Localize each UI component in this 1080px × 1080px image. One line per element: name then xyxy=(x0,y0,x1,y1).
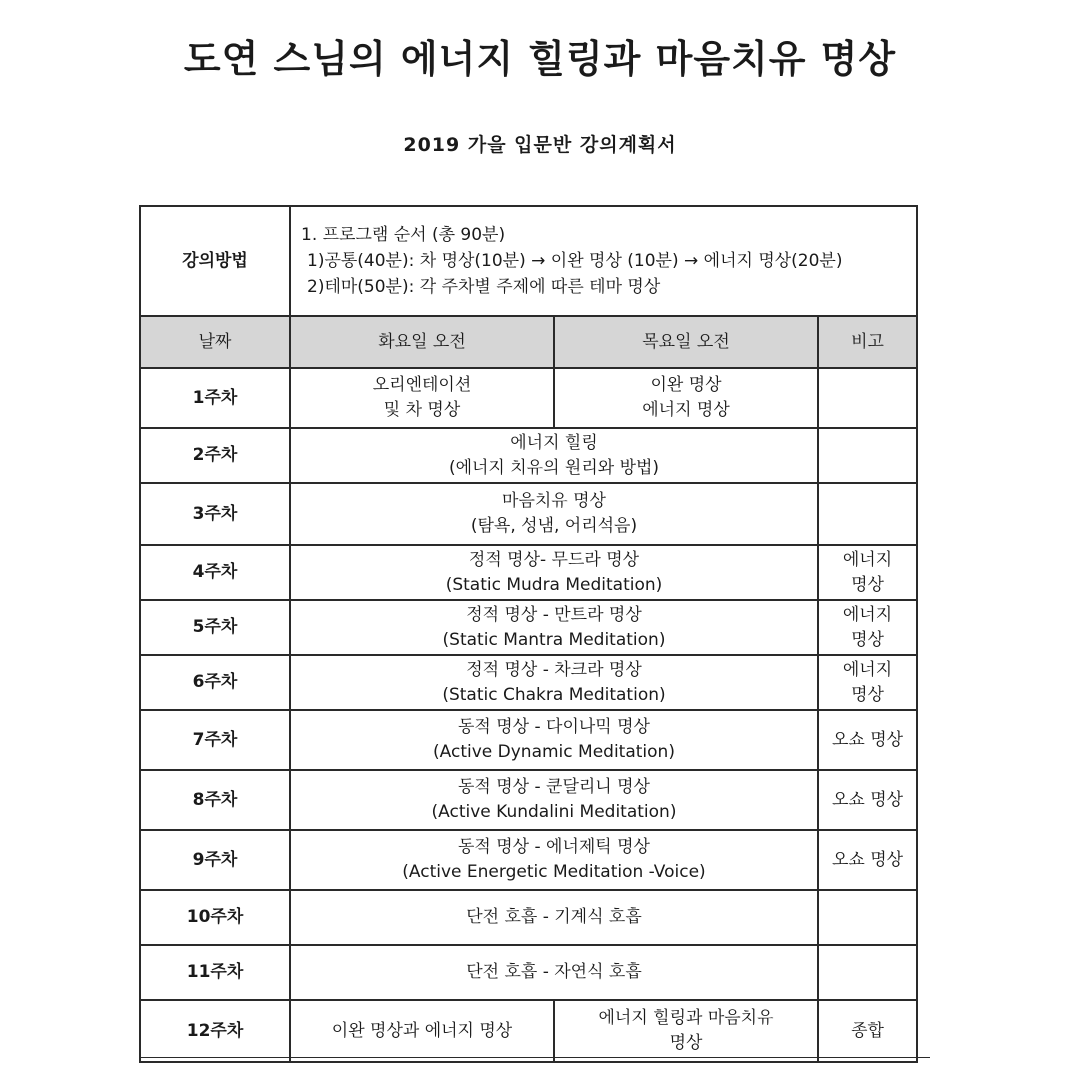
table-row xyxy=(140,1000,917,1062)
thursday-cell-line: 이완 명상 xyxy=(650,375,722,395)
note-cell xyxy=(818,945,917,1000)
note-cell-line: 에너지 xyxy=(842,604,893,625)
week-label: 8주차 xyxy=(140,770,290,830)
topic-cell-line: (탐욕, 성냄, 어리석음) xyxy=(470,516,638,536)
topic-cell-line: 동적 명상 - 에너제틱 명상 xyxy=(458,837,650,857)
week-label: 5주차 xyxy=(140,600,290,655)
topic-cell-line: (Static Mudra Meditation) xyxy=(445,574,663,595)
method-row xyxy=(140,206,917,316)
topic-cell-line: 정적 명상 - 차크라 명상 xyxy=(466,659,642,680)
topic-cell-line: (에너지 치유의 원리와 방법) xyxy=(448,457,660,478)
week-label: 11주차 xyxy=(140,945,290,1000)
note-cell-line: 명상 xyxy=(851,629,884,650)
tuesday-cell-line: 및 차 명상 xyxy=(383,400,461,420)
schedule-table xyxy=(139,205,918,1063)
method-label: 강의방법 xyxy=(140,206,290,316)
header-tuesday: 화요일 오전 xyxy=(290,316,554,368)
topic-cell xyxy=(290,428,818,483)
bottom-rule xyxy=(139,1057,930,1058)
header-date: 날짜 xyxy=(140,316,290,368)
table-row xyxy=(140,890,917,945)
note-cell-line: 오쇼 명상 xyxy=(831,849,904,870)
thursday-cell-line: 명상 xyxy=(669,1033,703,1053)
thursday-cell xyxy=(554,368,818,428)
week-label: 10주차 xyxy=(140,890,290,945)
thursday-cell xyxy=(554,1000,818,1062)
topic-cell-line: (Active Dynamic Meditation) xyxy=(433,742,675,762)
note-cell xyxy=(818,710,917,770)
table-row xyxy=(140,770,917,830)
topic-cell-line: 정적 명상- 무드라 명상 xyxy=(468,549,640,570)
topic-cell-line: 동적 명상 - 다이나믹 명상 xyxy=(458,717,650,737)
note-cell-line: 에너지 xyxy=(842,659,893,680)
note-cell-line: 오쇼 명상 xyxy=(831,729,904,750)
topic-cell-line: 정적 명상 - 만트라 명상 xyxy=(466,604,642,625)
table-row xyxy=(140,545,917,600)
week-label: 12주차 xyxy=(140,1000,290,1062)
method-line-1: 1. 프로그램 순서 (총 90분) xyxy=(301,225,506,245)
topic-cell-line: 마음치유 명상 xyxy=(502,491,606,511)
note-cell xyxy=(818,600,917,655)
topic-cell xyxy=(290,545,818,600)
topic-cell-line: (Active Kundalini Meditation) xyxy=(431,802,677,822)
topic-cell xyxy=(290,655,818,710)
topic-cell-line: (Active Energetic Meditation -Voice) xyxy=(402,862,706,882)
tuesday-cell xyxy=(290,368,554,428)
note-cell-line: 명상 xyxy=(851,684,884,705)
header-row xyxy=(140,316,917,368)
note-cell xyxy=(818,483,917,545)
week-label: 2주차 xyxy=(140,428,290,483)
note-cell-line: 오쇼 명상 xyxy=(831,789,904,810)
note-cell-line: 에너지 xyxy=(842,549,893,570)
topic-cell xyxy=(290,890,818,945)
tuesday-cell-line: 이완 명상과 에너지 명상 xyxy=(331,1020,513,1041)
table-row xyxy=(140,945,917,1000)
note-cell xyxy=(818,655,917,710)
table-row xyxy=(140,600,917,655)
note-cell xyxy=(818,368,917,428)
topic-cell xyxy=(290,945,818,1000)
topic-cell-line: 동적 명상 - 쿤달리니 명상 xyxy=(458,777,650,797)
note-cell-line: 종합 xyxy=(851,1020,884,1041)
document-subtitle: 2019 가을 입문반 강의계획서 xyxy=(403,134,677,156)
tuesday-cell xyxy=(290,1000,554,1062)
table-row xyxy=(140,710,917,770)
topic-cell-line: 단전 호흡 - 자연식 호흡 xyxy=(466,962,642,982)
note-cell xyxy=(818,890,917,945)
topic-cell xyxy=(290,710,818,770)
week-label: 6주차 xyxy=(140,655,290,710)
week-label: 4주차 xyxy=(140,545,290,600)
topic-cell xyxy=(290,483,818,545)
method-description xyxy=(290,206,917,316)
method-line-3: 2)테마(50분): 각 주차별 주제에 따른 테마 명상 xyxy=(307,277,661,297)
table-row xyxy=(140,368,917,428)
note-cell xyxy=(818,1000,917,1062)
topic-cell-line: (Static Mantra Meditation) xyxy=(442,629,666,650)
week-label: 9주차 xyxy=(140,830,290,890)
topic-cell-line: 단전 호흡 - 기계식 호흡 xyxy=(466,907,642,927)
thursday-cell-line: 에너지 힐링과 마음치유 xyxy=(598,1008,774,1028)
header-note: 비고 xyxy=(818,316,917,368)
table-row xyxy=(140,428,917,483)
week-label: 3주차 xyxy=(140,483,290,545)
table-row xyxy=(140,655,917,710)
note-cell xyxy=(818,830,917,890)
table-row xyxy=(140,830,917,890)
topic-cell-line: 에너지 힐링 xyxy=(510,432,598,453)
tuesday-cell-line: 오리엔테이션 xyxy=(372,375,472,395)
note-cell xyxy=(818,545,917,600)
topic-cell xyxy=(290,770,818,830)
document-title: 도연 스님의 에너지 힐링과 마음치유 명상 xyxy=(183,37,897,81)
note-cell xyxy=(818,428,917,483)
week-label: 7주차 xyxy=(140,710,290,770)
table-row xyxy=(140,483,917,545)
note-cell-line: 명상 xyxy=(851,574,884,595)
week-rows xyxy=(140,368,917,1062)
thursday-cell-line: 에너지 명상 xyxy=(642,400,730,420)
note-cell xyxy=(818,770,917,830)
method-line-2: 1)공통(40분): 차 명상(10분) → 이완 명상 (10분) → 에너지 명상(20분) xyxy=(307,251,843,271)
topic-cell-line: (Static Chakra Meditation) xyxy=(442,684,666,705)
topic-cell xyxy=(290,600,818,655)
header-thursday: 목요일 오전 xyxy=(554,316,818,368)
topic-cell xyxy=(290,830,818,890)
week-label: 1주차 xyxy=(140,368,290,428)
